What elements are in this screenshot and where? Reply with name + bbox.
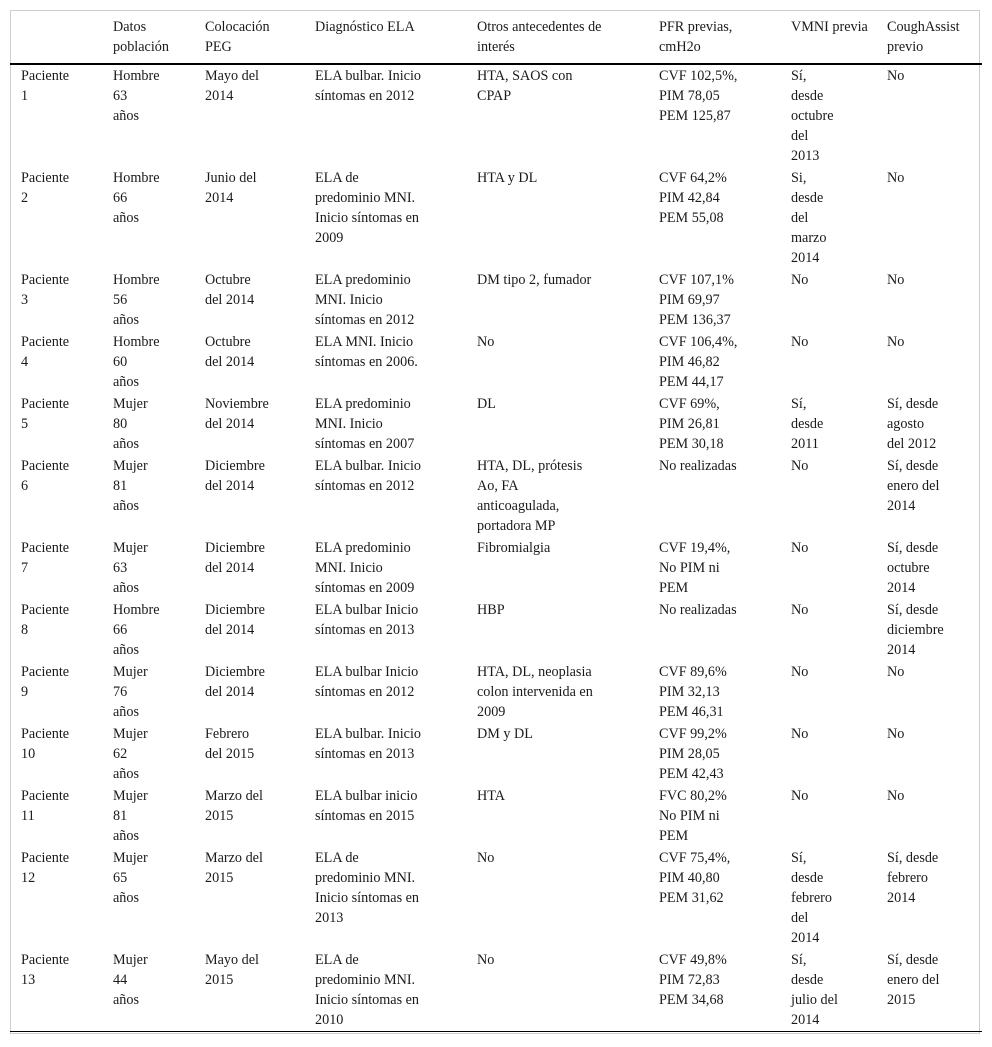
- peg-cell: Octubre del 2014: [205, 272, 255, 308]
- pfr-cell: CVF 69%, PIM 26,81 PEM 30,18: [659, 396, 724, 452]
- poblacion-cell: Mujer 76 años: [113, 664, 148, 720]
- pfr-cell: CVF 107,1% PIM 69,97 PEM 136,37: [659, 272, 734, 328]
- patient-cell: Paciente 4: [21, 334, 70, 370]
- diagnostico-cell: ELA bulbar Inicio síntomas en 2012: [315, 664, 419, 700]
- table-row: [10, 455, 982, 537]
- coughassist-cell: No: [887, 334, 905, 350]
- table-row: [10, 64, 982, 167]
- vmni-cell: No: [791, 726, 809, 742]
- peg-cell: Marzo del 2015: [205, 850, 263, 886]
- vmni-cell: No: [791, 334, 809, 350]
- table-row: [10, 599, 982, 661]
- table-row: [10, 847, 982, 949]
- vmni-cell: Sí, desde 2011: [791, 396, 824, 452]
- pfr-cell: CVF 102,5%, PIM 78,05 PEM 125,87: [659, 68, 738, 124]
- vmni-cell: Si, desde del marzo 2014: [791, 170, 827, 266]
- header-datos-poblacion: Datos población: [113, 19, 169, 55]
- antecedentes-cell: HTA: [477, 788, 506, 804]
- header-pfr-previas: PFR previas, cmH2o: [659, 19, 733, 55]
- coughassist-cell: No: [887, 664, 905, 680]
- peg-cell: Diciembre del 2014: [205, 458, 265, 494]
- diagnostico-cell: ELA bulbar. Inicio síntomas en 2012: [315, 458, 421, 494]
- coughassist-cell: No: [887, 170, 905, 186]
- header-patient: [10, 12, 102, 64]
- antecedentes-cell: HTA, DL, neoplasia colon intervenida en 2009: [477, 664, 593, 720]
- peg-cell: Mayo del 2015: [205, 952, 259, 988]
- coughassist-cell: Sí, desde diciembre 2014: [887, 602, 944, 658]
- patient-cell: Paciente 7: [21, 540, 70, 576]
- vmni-cell: Sí, desde julio del 2014: [791, 952, 838, 1028]
- antecedentes-cell: Fibromialgia: [477, 540, 551, 556]
- header-otros-antecedentes: Otros antecedentes de interés: [477, 19, 602, 55]
- poblacion-cell: Hombre 66 años: [113, 602, 160, 658]
- table-row: [10, 785, 982, 847]
- antecedentes-cell: No: [477, 952, 495, 968]
- diagnostico-cell: ELA predominio MNI. Inicio síntomas en 2009: [315, 540, 415, 596]
- poblacion-cell: Hombre 56 años: [113, 272, 160, 328]
- peg-cell: Marzo del 2015: [205, 788, 263, 824]
- pfr-cell: CVF 99,2% PIM 28,05 PEM 42,43: [659, 726, 727, 782]
- diagnostico-cell: ELA predominio MNI. Inicio síntomas en 2007: [315, 396, 415, 452]
- coughassist-cell: No: [887, 68, 905, 84]
- peg-cell: Febrero del 2015: [205, 726, 255, 762]
- patient-cell: Paciente 12: [21, 850, 70, 886]
- antecedentes-cell: HTA y DL: [477, 170, 538, 186]
- peg-cell: Diciembre del 2014: [205, 602, 265, 638]
- patient-cell: Paciente 5: [21, 396, 70, 432]
- peg-cell: Octubre del 2014: [205, 334, 255, 370]
- antecedentes-cell: No: [477, 850, 495, 866]
- coughassist-cell: Sí, desde agosto del 2012: [887, 396, 939, 452]
- coughassist-cell: No: [887, 788, 905, 804]
- vmni-cell: Sí, desde febrero del 2014: [791, 850, 832, 946]
- coughassist-cell: No: [887, 726, 905, 742]
- table-row: [10, 269, 982, 331]
- vmni-cell: No: [791, 272, 809, 288]
- vmni-cell: No: [791, 458, 809, 474]
- patient-cell: Paciente 13: [21, 952, 70, 988]
- header-colocacion-peg: Colocación PEG: [205, 19, 270, 55]
- table-row: [10, 167, 982, 269]
- diagnostico-cell: ELA bulbar Inicio síntomas en 2013: [315, 602, 419, 638]
- pfr-cell: CVF 64,2% PIM 42,84 PEM 55,08: [659, 170, 727, 226]
- table-row: [10, 537, 982, 599]
- poblacion-cell: Mujer 81 años: [113, 458, 148, 514]
- pfr-cell: No realizadas: [659, 602, 737, 618]
- patient-cell: Paciente 9: [21, 664, 70, 700]
- table-row: [10, 949, 982, 1032]
- diagnostico-cell: ELA predominio MNI. Inicio síntomas en 2012: [315, 272, 415, 328]
- header-diagnostico-ela: Diagnóstico ELA: [315, 19, 415, 35]
- patient-cell: Paciente 8: [21, 602, 70, 638]
- peg-cell: Mayo del 2014: [205, 68, 259, 104]
- header-coughassist-previo: CoughAssist previo: [887, 19, 960, 55]
- peg-cell: Noviembre del 2014: [205, 396, 269, 432]
- pfr-cell: No realizadas: [659, 458, 737, 474]
- poblacion-cell: Hombre 60 años: [113, 334, 160, 390]
- patient-cell: Paciente 10: [21, 726, 70, 762]
- peg-cell: Junio del 2014: [205, 170, 257, 206]
- table-header: [10, 12, 982, 64]
- diagnostico-cell: ELA bulbar. Inicio síntomas en 2012: [315, 68, 421, 104]
- table-row: [10, 393, 982, 455]
- pfr-cell: CVF 89,6% PIM 32,13 PEM 46,31: [659, 664, 727, 720]
- patient-cell: Paciente 2: [21, 170, 70, 206]
- vmni-cell: No: [791, 664, 809, 680]
- table-body: [10, 64, 982, 1032]
- table-row: [10, 723, 982, 785]
- diagnostico-cell: ELA bulbar. Inicio síntomas en 2013: [315, 726, 421, 762]
- peg-cell: Diciembre del 2014: [205, 664, 265, 700]
- antecedentes-cell: No: [477, 334, 495, 350]
- patient-cell: Paciente 11: [21, 788, 70, 824]
- vmni-cell: No: [791, 540, 809, 556]
- antecedentes-cell: DL: [477, 396, 496, 412]
- diagnostico-cell: ELA de predominio MNI. Inicio síntomas en 2010: [315, 952, 420, 1028]
- table-row: [10, 331, 982, 393]
- poblacion-cell: Mujer 81 años: [113, 788, 148, 844]
- pfr-cell: CVF 106,4%, PIM 46,82 PEM 44,17: [659, 334, 738, 390]
- patient-cell: Paciente 6: [21, 458, 70, 494]
- patient-cell: Paciente 3: [21, 272, 70, 308]
- coughassist-cell: Sí, desde octubre 2014: [887, 540, 939, 596]
- vmni-cell: No: [791, 602, 809, 618]
- header-row: [10, 12, 982, 64]
- coughassist-cell: Sí, desde enero del 2015: [887, 952, 940, 1008]
- poblacion-cell: Mujer 63 años: [113, 540, 148, 596]
- pfr-cell: CVF 19,4%, No PIM ni PEM: [659, 540, 731, 596]
- poblacion-cell: Mujer 62 años: [113, 726, 148, 782]
- pfr-cell: CVF 75,4%, PIM 40,80 PEM 31,62: [659, 850, 731, 906]
- antecedentes-cell: HBP: [477, 602, 505, 618]
- pfr-cell: FVC 80,2% No PIM ni PEM: [659, 788, 727, 844]
- diagnostico-cell: ELA de predominio MNI. Inicio síntomas en 2013: [315, 850, 420, 926]
- peg-cell: Diciembre del 2014: [205, 540, 265, 576]
- header-vmni-previa: VMNI previa: [791, 19, 868, 35]
- diagnostico-cell: ELA bulbar inicio síntomas en 2015: [315, 788, 418, 824]
- poblacion-cell: Mujer 65 años: [113, 850, 148, 906]
- antecedentes-cell: DM y DL: [477, 726, 533, 742]
- vmni-cell: Sí, desde octubre del 2013: [791, 68, 834, 164]
- antecedentes-cell: HTA, SAOS con CPAP: [477, 68, 573, 104]
- antecedentes-cell: DM tipo 2, fumador: [477, 272, 592, 288]
- patients-table: [10, 12, 982, 1032]
- patient-cell: Paciente 1: [21, 68, 70, 104]
- antecedentes-cell: HTA, DL, prótesis Ao, FA anticoagulada, portadora MP: [477, 458, 583, 534]
- coughassist-cell: No: [887, 272, 905, 288]
- vmni-cell: No: [791, 788, 809, 804]
- diagnostico-cell: ELA de predominio MNI. Inicio síntomas en 2009: [315, 170, 420, 246]
- coughassist-cell: Sí, desde enero del 2014: [887, 458, 940, 514]
- coughassist-cell: Sí, desde febrero 2014: [887, 850, 939, 906]
- poblacion-cell: Hombre 63 años: [113, 68, 160, 124]
- pfr-cell: CVF 49,8% PIM 72,83 PEM 34,68: [659, 952, 727, 1008]
- poblacion-cell: Hombre 66 años: [113, 170, 160, 226]
- table-row: [10, 661, 982, 723]
- poblacion-cell: Mujer 44 años: [113, 952, 148, 1008]
- poblacion-cell: Mujer 80 años: [113, 396, 148, 452]
- diagnostico-cell: ELA MNI. Inicio síntomas en 2006.: [315, 334, 418, 370]
